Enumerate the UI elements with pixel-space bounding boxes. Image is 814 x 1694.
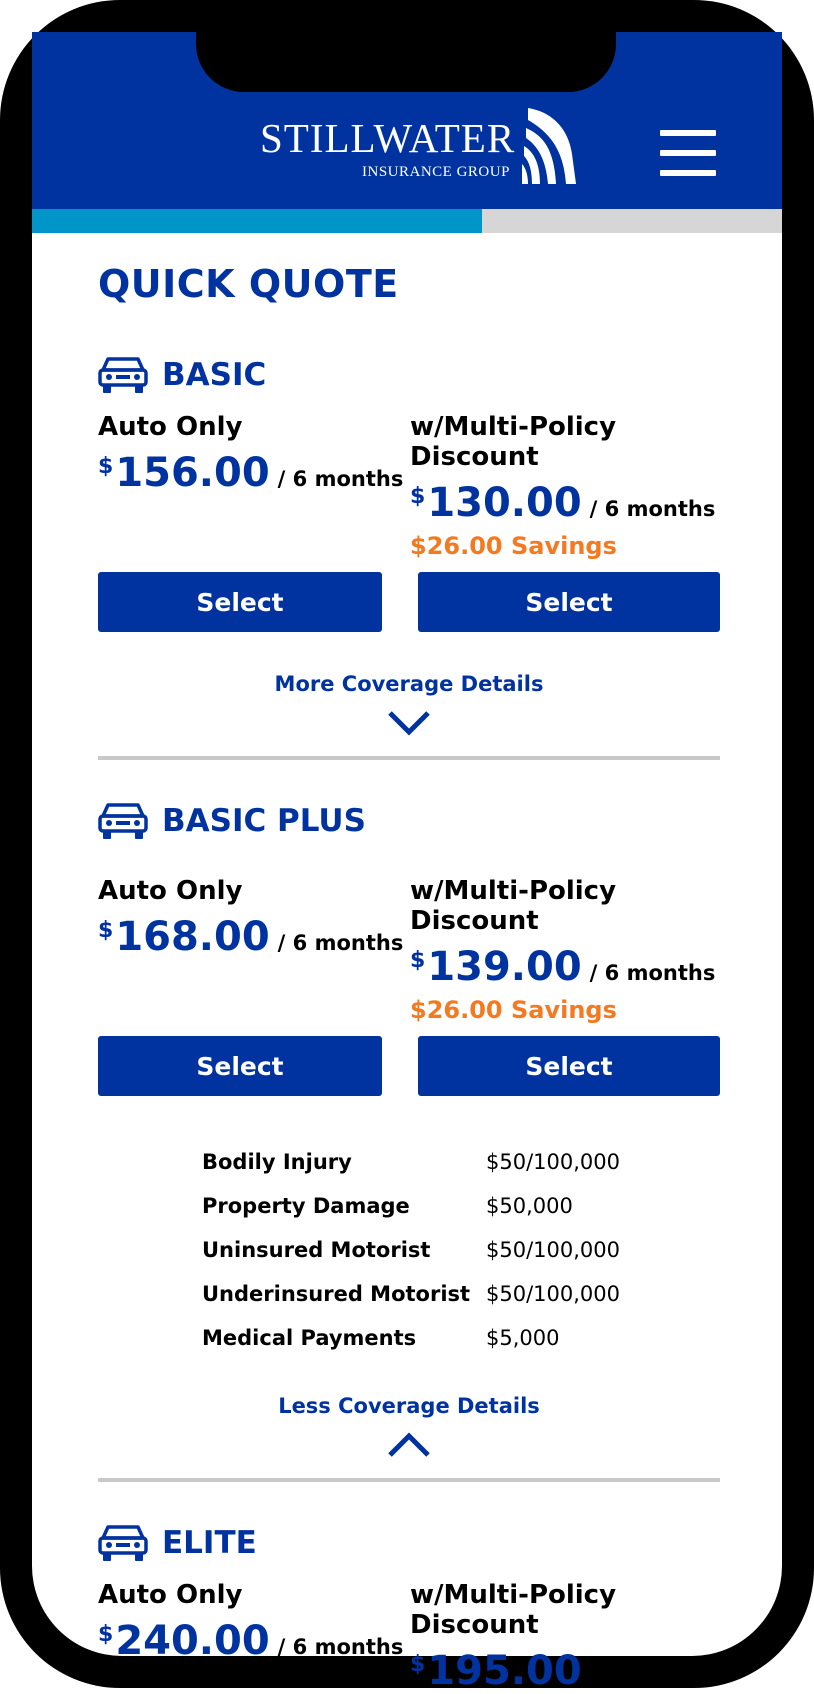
price-columns — [98, 412, 720, 560]
multi-policy-label: w/Multi-Policy Discount — [410, 1580, 617, 1640]
price-term: / 6 months — [277, 931, 404, 955]
page-title: QUICK QUOTE — [98, 262, 399, 306]
main-content — [98, 262, 720, 1694]
car-icon — [98, 801, 148, 841]
coverage-value: $50/100,000 — [486, 1150, 620, 1174]
price-columns — [98, 876, 720, 1024]
multi-policy-column — [410, 1580, 720, 1694]
multi-policy-price — [410, 1648, 720, 1694]
coverage-name: Property Damage — [202, 1194, 410, 1218]
savings-text: $26.00 Savings — [410, 532, 617, 560]
plan-name: BASIC — [162, 357, 267, 393]
auto-only-price — [98, 914, 410, 960]
coverage-name: Uninsured Motorist — [202, 1238, 431, 1262]
device-notch — [196, 32, 616, 92]
plan-header — [98, 796, 720, 846]
price-columns — [98, 1580, 720, 1694]
coverage-name: Underinsured Motorist — [202, 1282, 471, 1306]
savings-text: $26.00 Savings — [410, 996, 617, 1024]
toggle-label: Less Coverage Details — [278, 1394, 540, 1418]
menu-line — [660, 130, 716, 136]
select-auto-only-button[interactable]: Select — [98, 572, 382, 632]
select-buttons — [98, 572, 720, 632]
currency-symbol: $ — [98, 918, 114, 943]
plan-name: BASIC PLUS — [162, 803, 366, 839]
coverage-name: Medical Payments — [202, 1326, 417, 1350]
chevron-up-icon — [387, 1432, 431, 1458]
app-screen — [32, 32, 782, 1694]
plan-header — [98, 1518, 720, 1568]
auto-only-label: Auto Only — [98, 1580, 243, 1610]
coverage-row — [202, 1228, 720, 1272]
price-amount: 240.00 — [115, 1618, 270, 1664]
select-buttons — [98, 1036, 720, 1096]
currency-symbol: $ — [410, 948, 426, 973]
section-divider — [98, 1478, 720, 1482]
plan-basic — [98, 350, 720, 760]
auto-only-column — [98, 412, 410, 560]
auto-only-column — [98, 1580, 410, 1694]
less-coverage-details-toggle[interactable] — [98, 1394, 720, 1458]
price-amount: 195.00 — [427, 1648, 582, 1694]
currency-symbol: $ — [410, 1652, 426, 1677]
multi-policy-price — [410, 944, 720, 990]
select-auto-only-button[interactable]: Select — [98, 1036, 382, 1096]
brand-logo[interactable] — [260, 110, 580, 190]
multi-policy-label: w/Multi-Policy Discount — [410, 876, 617, 936]
progress-bar-fill — [32, 209, 482, 233]
auto-only-price — [98, 450, 410, 496]
plan-basic-plus — [98, 796, 720, 1482]
multi-policy-column — [410, 412, 720, 560]
auto-only-price — [98, 1618, 410, 1664]
plan-header — [98, 350, 720, 400]
section-divider — [98, 756, 720, 760]
car-icon — [98, 1523, 148, 1563]
plan-elite — [98, 1518, 720, 1694]
hamburger-menu-icon[interactable] — [660, 130, 716, 180]
multi-policy-column — [410, 876, 720, 1024]
price-term: / 6 months — [589, 961, 716, 985]
price-amount: 130.00 — [427, 480, 582, 526]
chevron-down-icon — [387, 710, 431, 736]
multi-policy-label: w/Multi-Policy Discount — [410, 412, 617, 472]
price-amount: 139.00 — [427, 944, 582, 990]
coverage-row — [202, 1184, 720, 1228]
price-amount: 168.00 — [115, 914, 270, 960]
car-icon — [98, 355, 148, 395]
coverage-value: $5,000 — [486, 1326, 560, 1350]
coverage-row — [202, 1272, 720, 1316]
coverage-value: $50/100,000 — [486, 1238, 620, 1262]
brand-tagline: INSURANCE GROUP — [362, 164, 510, 180]
toggle-label: More Coverage Details — [274, 672, 544, 696]
price-term: / 6 months — [277, 1635, 404, 1659]
select-multi-policy-button[interactable]: Select — [418, 1036, 720, 1096]
price-term: / 6 months — [589, 497, 716, 521]
coverage-value: $50,000 — [486, 1194, 573, 1218]
menu-line — [660, 170, 716, 176]
coverage-name: Bodily Injury — [202, 1150, 352, 1174]
more-coverage-details-toggle[interactable] — [98, 672, 720, 736]
coverage-row — [202, 1316, 720, 1360]
logo-mark-icon — [522, 106, 578, 186]
currency-symbol: $ — [98, 1622, 114, 1647]
price-term: / 6 months — [277, 467, 404, 491]
auto-only-label: Auto Only — [98, 412, 243, 442]
select-multi-policy-button[interactable]: Select — [418, 572, 720, 632]
price-amount: 156.00 — [115, 450, 270, 496]
brand-name: STILLWATER — [260, 115, 516, 161]
auto-only-label: Auto Only — [98, 876, 243, 906]
app-header — [32, 32, 782, 209]
coverage-row — [202, 1140, 720, 1184]
menu-line — [660, 150, 716, 156]
coverage-details-list — [202, 1140, 720, 1360]
currency-symbol: $ — [98, 454, 114, 479]
price-term: / 6 months — [589, 1665, 716, 1689]
progress-bar — [32, 209, 782, 233]
currency-symbol: $ — [410, 484, 426, 509]
auto-only-column — [98, 876, 410, 1024]
plan-name: ELITE — [162, 1525, 257, 1561]
coverage-value: $50/100,000 — [486, 1282, 620, 1306]
multi-policy-price — [410, 480, 720, 526]
